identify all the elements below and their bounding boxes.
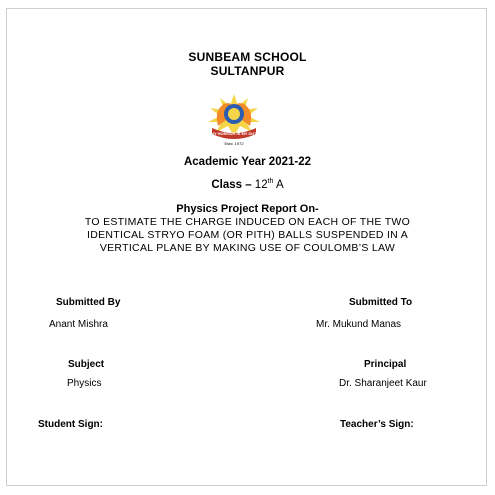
topic-line-2: IDENTICAL STRYO FOAM (OR PITH) BALLS SUSPENDED IN A <box>86 229 409 241</box>
teacher-sign-label: Teacher’s Sign: <box>340 419 414 430</box>
school-city: SULTANPUR <box>210 64 285 78</box>
class-line <box>0 178 495 191</box>
subject-label: Subject <box>68 359 105 370</box>
submitted-to-value: Mr. Mukund Manas <box>316 319 402 330</box>
class-suffix: th <box>267 178 274 185</box>
class-label: Class – <box>211 178 252 191</box>
school-name: SUNBEAM SCHOOL <box>188 50 307 64</box>
student-sign-label: Student Sign: <box>38 419 103 430</box>
school-logo-emblem <box>202 88 266 148</box>
class-section: A <box>276 178 284 191</box>
topic-line-3: VERTICAL PLANE BY MAKING USE OF COULOMB’S LAW <box>99 242 396 254</box>
logo-established: Estd. 1972 <box>224 141 244 146</box>
academic-year: Academic Year 2021-22 <box>183 156 312 168</box>
logo-motto: THY HONOUR IS MY DUTY <box>208 131 260 136</box>
report-heading: Physics Project Report On- <box>176 203 319 215</box>
topic-line-1: TO ESTIMATE THE CHARGE INDUCED ON EACH OF THE TWO <box>84 216 411 228</box>
submitted-by-value: Anant Mishra <box>49 319 108 330</box>
submitted-to-label: Submitted To <box>349 297 413 308</box>
project-topic <box>0 216 495 255</box>
subject-value: Physics <box>67 378 102 389</box>
class-number: 12 <box>254 178 268 191</box>
principal-value: Dr. Sharanjeet Kaur <box>339 378 427 389</box>
submitted-by-label: Submitted By <box>56 297 121 308</box>
principal-label: Principal <box>364 359 407 370</box>
